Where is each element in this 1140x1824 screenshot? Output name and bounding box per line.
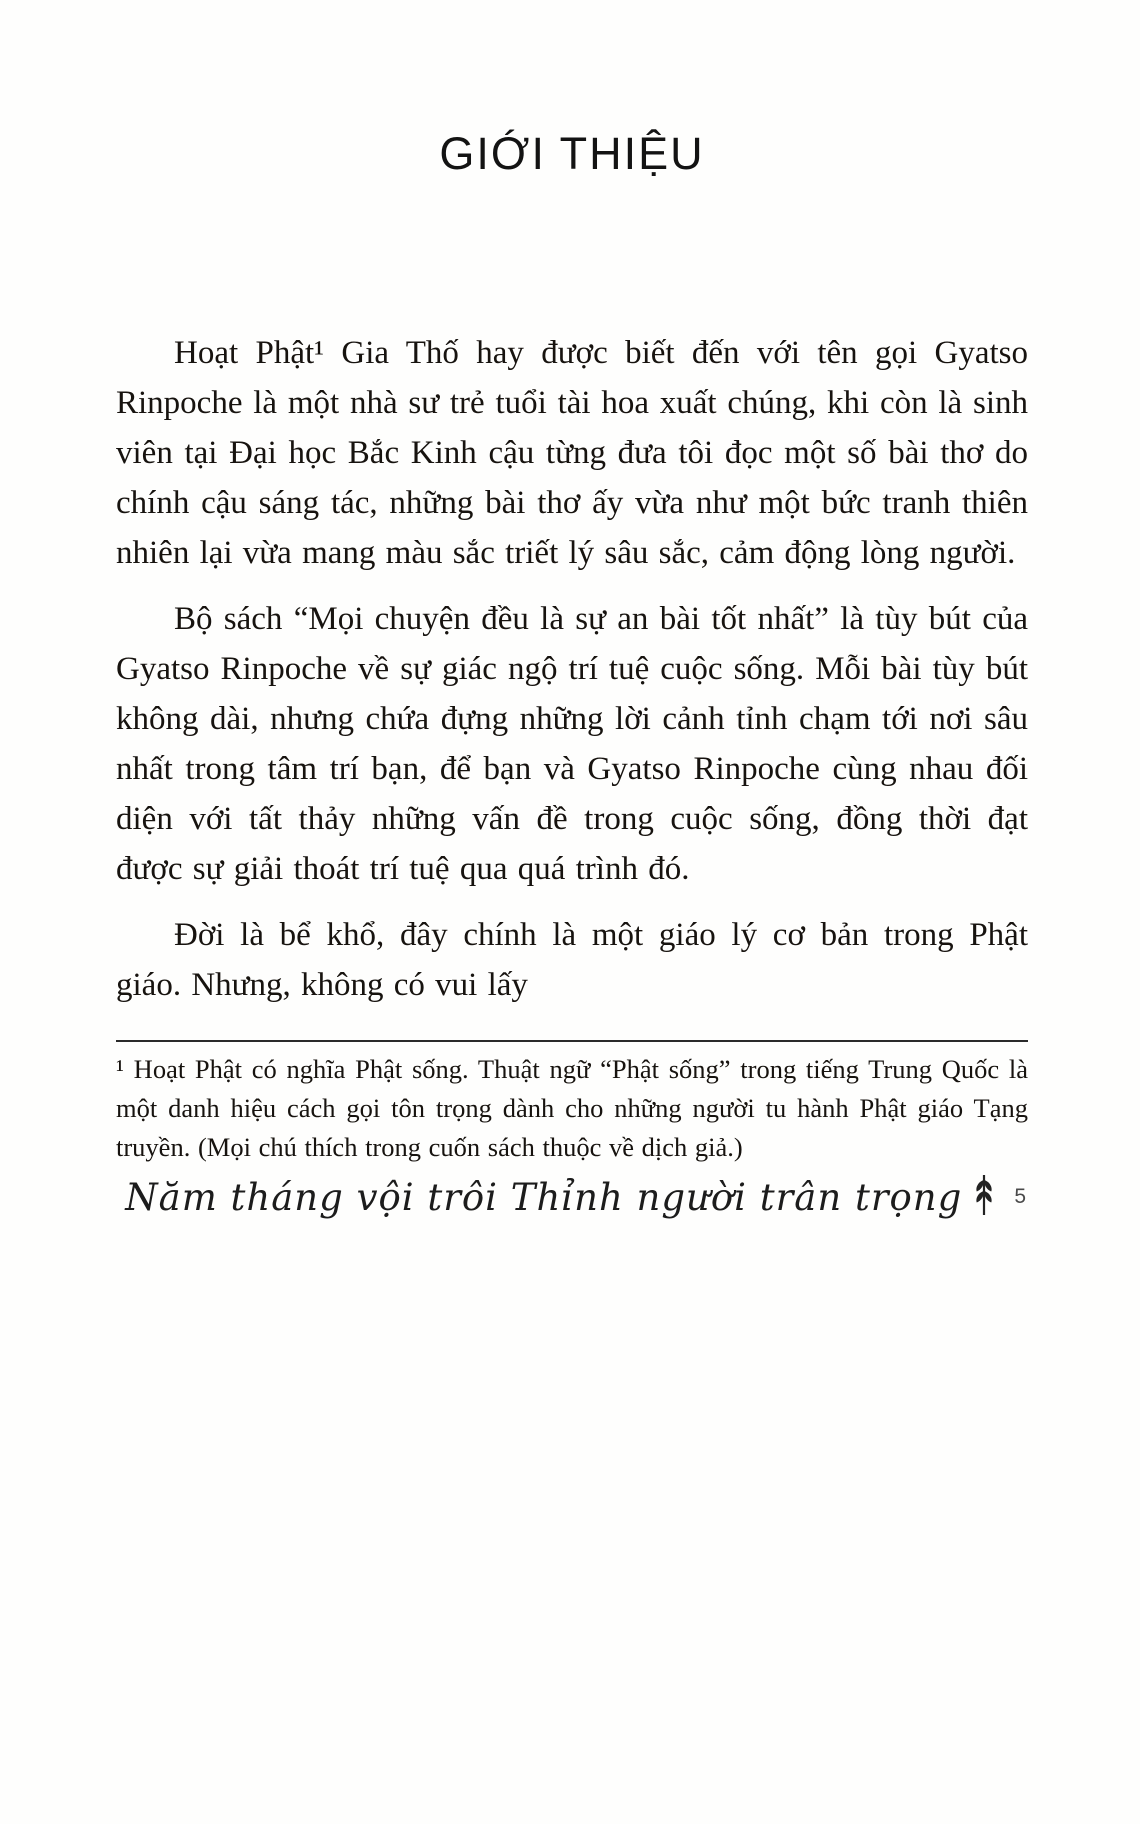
paragraph-3: Đời là bể khổ, đây chính là một giáo lý cơ bản trong Phật giáo. Nhưng, không có vui lấy <box>116 917 1028 1003</box>
leaf-ornament-icon <box>972 1173 996 1217</box>
paragraph-1: Hoạt Phật¹ Gia Thố hay được biết đến với tên gọi Gyatso Rinpoche là một nhà sư trẻ tuổi tài hoa xuất chúng, khi còn là sinh viên tại Đại học Bắc Kinh cậu từng đưa tôi đọc một số bài thơ do chính cậu sáng tác, những bài thơ ấy vừa như một bức tranh thiên nhiên lại vừa mang màu sắc triết lý sâu sắc, cảm động lòng người. <box>116 335 1028 571</box>
paragraph-2: Bộ sách “Mọi chuyện đều là sự an bài tốt nhất” là tùy bút của Gyatso Rinpoche về sự giác ngộ trí tuệ cuộc sống. Mỗi bài tùy bút không dài, nhưng chứa đựng những lời cảnh tỉnh chạm tới nơi sâu nhất trong tâm trí bạn, để bạn và Gyatso Rinpoche cùng nhau đối diện với tất thảy những vấn đề trong cuộc sống, đồng thời đạt được sự giải thoát trí tuệ qua quá trình đó. <box>116 601 1028 887</box>
page-footer <box>116 1175 1028 1219</box>
body-text <box>116 328 1028 1010</box>
page-title: GIỚI THIỆU <box>439 128 705 179</box>
footnote-separator <box>116 1040 1028 1042</box>
footnote: ¹ Hoạt Phật có nghĩa Phật sống. Thuật ngữ “Phật sống” trong tiếng Trung Quốc là một danh hiệu cách gọi tôn trọng dành cho những người tu hành Phật giáo Tạng truyền. (Mọi chú thích trong cuốn sách thuộc về dịch giả.) <box>116 1054 1028 1162</box>
running-footer-text: Năm tháng vội trôi Thỉnh người trân trọng <box>125 1175 963 1219</box>
page-number: 5 <box>1014 1185 1026 1208</box>
